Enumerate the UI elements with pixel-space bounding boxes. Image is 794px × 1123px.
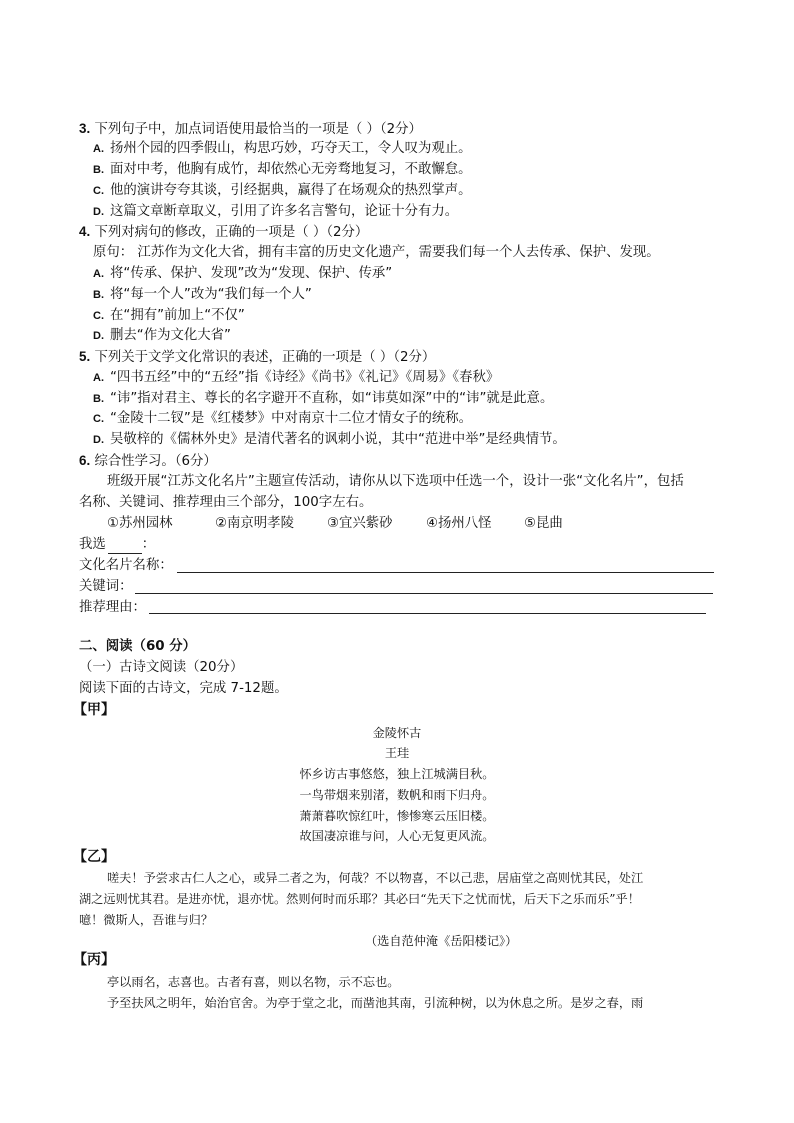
question-text: 下列对病句的修改，正确的一项是（ ）（2分） bbox=[94, 225, 369, 240]
pick-label: 我选 bbox=[79, 537, 106, 552]
choice-yixing-zisha: ③宜兴紫砂 bbox=[327, 516, 393, 531]
option-text: 他的演讲夸夸其谈，引经据典，赢得了在场观众的热烈掌声。 bbox=[110, 183, 472, 198]
field-keywords-label: 关键词： bbox=[79, 579, 133, 594]
section-heading: 二、阅读（60 分） bbox=[79, 639, 197, 654]
option-label: C. bbox=[93, 310, 104, 322]
option-text: 将“每一个人”改为“我们每一个人” bbox=[110, 287, 312, 302]
option-text: 在“拥有”前加上“不仅” bbox=[110, 308, 245, 323]
question-4-original-sentence: 原句： 江苏作为文化大省，拥有丰富的历史文化遗产，需要我们每一个人去传承、保护、发现。 bbox=[93, 245, 660, 260]
choice-ming-xiaoling: ②南京明孝陵 bbox=[215, 516, 294, 531]
passage-bing-line: 予至扶风之明年，始治官舍。为亭于堂之北，而凿池其南，引流种树，以为休息之所。是岁之春，雨 bbox=[107, 996, 644, 1010]
poem-line: 故国凄凉谁与问，人心无复更风流。 bbox=[299, 829, 495, 843]
passage-yi-tag: 【乙】 bbox=[73, 849, 115, 865]
poem-author: 王珪 bbox=[384, 746, 410, 760]
question-5-option-b bbox=[93, 390, 553, 408]
option-label: C. bbox=[93, 413, 104, 425]
question-4-stem bbox=[79, 223, 368, 242]
question-3-option-c bbox=[93, 182, 472, 200]
option-text: 将“传承、保护、发现”改为“发现、保护、传承” bbox=[110, 266, 393, 281]
question-5-option-d bbox=[93, 431, 566, 449]
subsection-heading: （一）古诗文阅读（20分） bbox=[79, 660, 244, 675]
option-label: C. bbox=[93, 185, 104, 197]
reading-instruction: 阅读下面的古诗文，完成 7-12题。 bbox=[79, 681, 288, 696]
question-4-option-c bbox=[93, 307, 245, 325]
question-3-option-a bbox=[93, 140, 472, 158]
option-text: 这篇文章断章取义，引用了许多名言警句，论证十分有力。 bbox=[110, 204, 459, 219]
passage-yi-line: 湖之远则忧其君。是进亦忧，退亦忧。然则何时而乐耶？其必曰“先天下之忧而忧，后天下之乐而乐”乎！ bbox=[79, 892, 640, 906]
option-label: B. bbox=[93, 164, 104, 176]
option-label: B. bbox=[93, 289, 104, 301]
option-label: A. bbox=[93, 143, 104, 155]
question-3-stem bbox=[79, 120, 422, 139]
option-text: 面对中考，他胸有成竹，却依然心无旁骛地复习，不敢懈怠。 bbox=[110, 162, 472, 177]
question-text: 下列关于文学文化常识的表述，正确的一项是（ ）（2分） bbox=[94, 350, 436, 365]
question-6-paragraph-line-1: 班级开展“江苏文化名片”主题宣传活动，请你从以下选项中任选一个，设计一张“文化名片”，包括 bbox=[107, 474, 684, 489]
field-card-name-label: 文化名片名称： bbox=[79, 558, 173, 573]
poem-line: 一鸟带烟来别渚，数帆和雨下归舟。 bbox=[299, 788, 495, 802]
question-5-option-a bbox=[93, 369, 499, 387]
keywords-answer-line[interactable] bbox=[135, 593, 713, 594]
question-4-option-b bbox=[93, 286, 312, 304]
poem-line: 怀乡访古事悠悠，独上江城满目秋。 bbox=[299, 767, 495, 781]
question-3-option-d bbox=[93, 203, 458, 221]
question-4-option-d bbox=[93, 327, 231, 345]
passage-yi-line: 嗟夫！予尝求古仁人之心，或异二者之为，何哉？不以物喜，不以己悲，居庙堂之高则忧其民，处江 bbox=[107, 871, 644, 885]
question-5-option-c bbox=[93, 410, 472, 428]
question-number: 6. bbox=[79, 453, 91, 468]
option-label: A. bbox=[93, 268, 104, 280]
question-text: 综合性学习。（6分） bbox=[94, 454, 217, 469]
question-4-option-a bbox=[93, 265, 392, 283]
passage-bing-tag: 【丙】 bbox=[73, 952, 115, 968]
option-label: D. bbox=[93, 206, 104, 218]
question-number: 3. bbox=[79, 121, 91, 136]
pick-answer-blank[interactable] bbox=[108, 539, 142, 554]
poem-line: 萧萧暮吹惊红叶，惨惨寒云压旧楼。 bbox=[299, 809, 495, 823]
option-label: D. bbox=[93, 434, 104, 446]
option-label: A. bbox=[93, 372, 104, 384]
question-6-choices bbox=[107, 515, 563, 533]
poem-title: 金陵怀古 bbox=[372, 726, 422, 740]
option-text: 删去“作为文化大省” bbox=[110, 328, 231, 343]
field-reason-label: 推荐理由： bbox=[79, 600, 146, 615]
option-label: B. bbox=[93, 393, 104, 405]
option-text: “讳”指对君主、尊长的名字避开不直称，如“讳莫如深”中的“讳”就是此意。 bbox=[110, 391, 554, 406]
card-name-answer-line[interactable] bbox=[177, 572, 714, 573]
question-number: 4. bbox=[79, 224, 91, 239]
pick-colon: ： bbox=[141, 537, 156, 552]
pick-line bbox=[79, 536, 155, 554]
question-5-stem bbox=[79, 348, 435, 367]
choice-suzhou-garden: ①苏州园林 bbox=[107, 516, 173, 531]
passage-yi-source: （选自范仲淹《岳阳楼记》） bbox=[365, 934, 518, 948]
question-6-stem bbox=[79, 452, 217, 471]
choice-yangzhou-eight: ④扬州八怪 bbox=[426, 516, 492, 531]
passage-jia-tag: 【甲】 bbox=[73, 702, 115, 718]
option-text: 吴敬梓的《儒林外史》是清代著名的讽刺小说，其中“范进中举”是经典情节。 bbox=[110, 432, 566, 447]
option-label: D. bbox=[93, 330, 104, 342]
question-text: 下列句子中，加点词语使用最恰当的一项是（ ）（2分） bbox=[94, 122, 422, 137]
option-text: “四书五经”中的“五经”指《诗经》《尚书》《礼记》《周易》《春秋》 bbox=[110, 370, 500, 385]
passage-bing-line: 亭以雨名，志喜也。古者有喜，则以名物，示不忘也。 bbox=[107, 975, 400, 989]
passage-yi-line: 噫！微斯人，吾谁与归？ bbox=[79, 913, 214, 927]
option-text: “金陵十二钗”是《红楼梦》中对南京十二位才情女子的统称。 bbox=[110, 411, 473, 426]
question-6-paragraph-line-2: 名称、关键词、推荐理由三个部分，100字左右。 bbox=[79, 495, 373, 510]
question-number: 5. bbox=[79, 349, 91, 364]
choice-kunqu: ⑤昆曲 bbox=[524, 516, 563, 531]
reason-answer-line[interactable] bbox=[149, 613, 706, 614]
option-text: 扬州个园的四季假山，构思巧妙，巧夺天工，令人叹为观止。 bbox=[110, 141, 472, 156]
question-3-option-b bbox=[93, 161, 472, 179]
